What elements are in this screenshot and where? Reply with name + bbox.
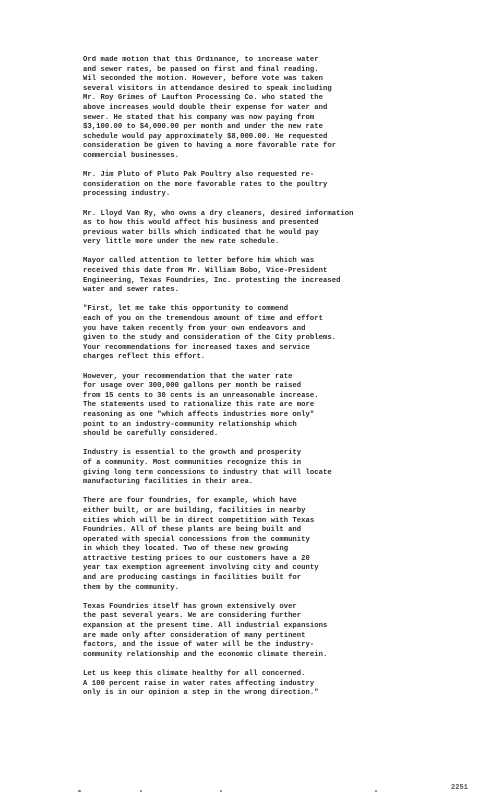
scan-artifact-marks: [70, 788, 390, 792]
page-number: 2251: [450, 784, 468, 793]
scan-mark: [375, 790, 377, 792]
paragraph-10: Let us keep this climate healthy for all concerned. A 100 percent raise in water rates affecting industry only is in our opinion a step in the wrong direction.": [83, 670, 319, 698]
scan-mark: [140, 790, 142, 792]
paragraph-7: Industry is essential to the growth and prosperity of a community. Most communities recognize this in giving long term concessions to industry that will locate manufacturing facilities in their area.: [83, 449, 332, 487]
scan-mark: [78, 790, 81, 792]
paragraph-6: However, your recommendation that the water rate for usage over 300,000 gallons per month be raised from 15 cents to 30 cents is an unreasonable increase. The statements used to rationalize this rate are more reasoning as one "which affects industries more only" point to an industry-community relationship which should be carefully considered.: [83, 372, 319, 439]
paragraph-2: Mr. Jim Pluto of Pluto Pak Poultry also requested re- consideration on the more favorable rates to the poultry processing industry.: [83, 171, 328, 199]
paragraph-3: Mr. Lloyd Van Ry, who owns a dry cleaners, desired information as to how this would affect his business and presented previous water bills which indicated that he would pay very little more under the new rate schedule.: [83, 209, 354, 247]
paragraph-4: Mayor called attention to letter before him which was received this date from Mr. William Bobo, Vice-President Engineering, Texas Foundries, Inc. protesting the increased water and sewer rates.: [83, 257, 341, 295]
document-body: [83, 56, 455, 708]
scan-mark: [220, 790, 222, 792]
paragraph-8: There are four foundries, for example, which have either built, or are building, facilities in nearby cities which will be in direct competition with Texas Foundries. All of these plants are being built and operated with special concessions from the community in which they located. Two of these new growing attractive testing prices to our customers have a 20 year tax exemption agreement involving city and county and are producing castings in facilities built for them by the community.: [83, 497, 319, 592]
paragraph-5: "First, let me take this opportunity to commend each of you on the tremendous amount of time and effort you have taken recently from your own endeavors and given to the study and consideration of the City problems. Your recommendations for increased taxes and service charges reflect this effort.: [83, 305, 337, 362]
paragraph-1: Ord made motion that this Ordinance, to increase water and sewer rates, be passed on first and final reading. Wil seconded the motion. However, before vote was taken several visitors in attendance desired to speak including Mr. Roy Grimes of Laufton Processing Co. who stated the above increases would double their expense for water and sewer. He stated that his company was now paying from $3,100.00 to $4,000.00 per month and under the new rate schedule would pay approximately $8,000.00. He requested consideration be given to having a more favorable rate for commercial businesses.: [83, 56, 337, 160]
paragraph-9: Texas Foundries itself has grown extensively over the past several years. We are considering further expansion at the present time. All industrial expansions are made only after consideration of many pertinent factors, and the issue of water will be the industry- community relationship and the economic climate therein.: [83, 602, 328, 659]
